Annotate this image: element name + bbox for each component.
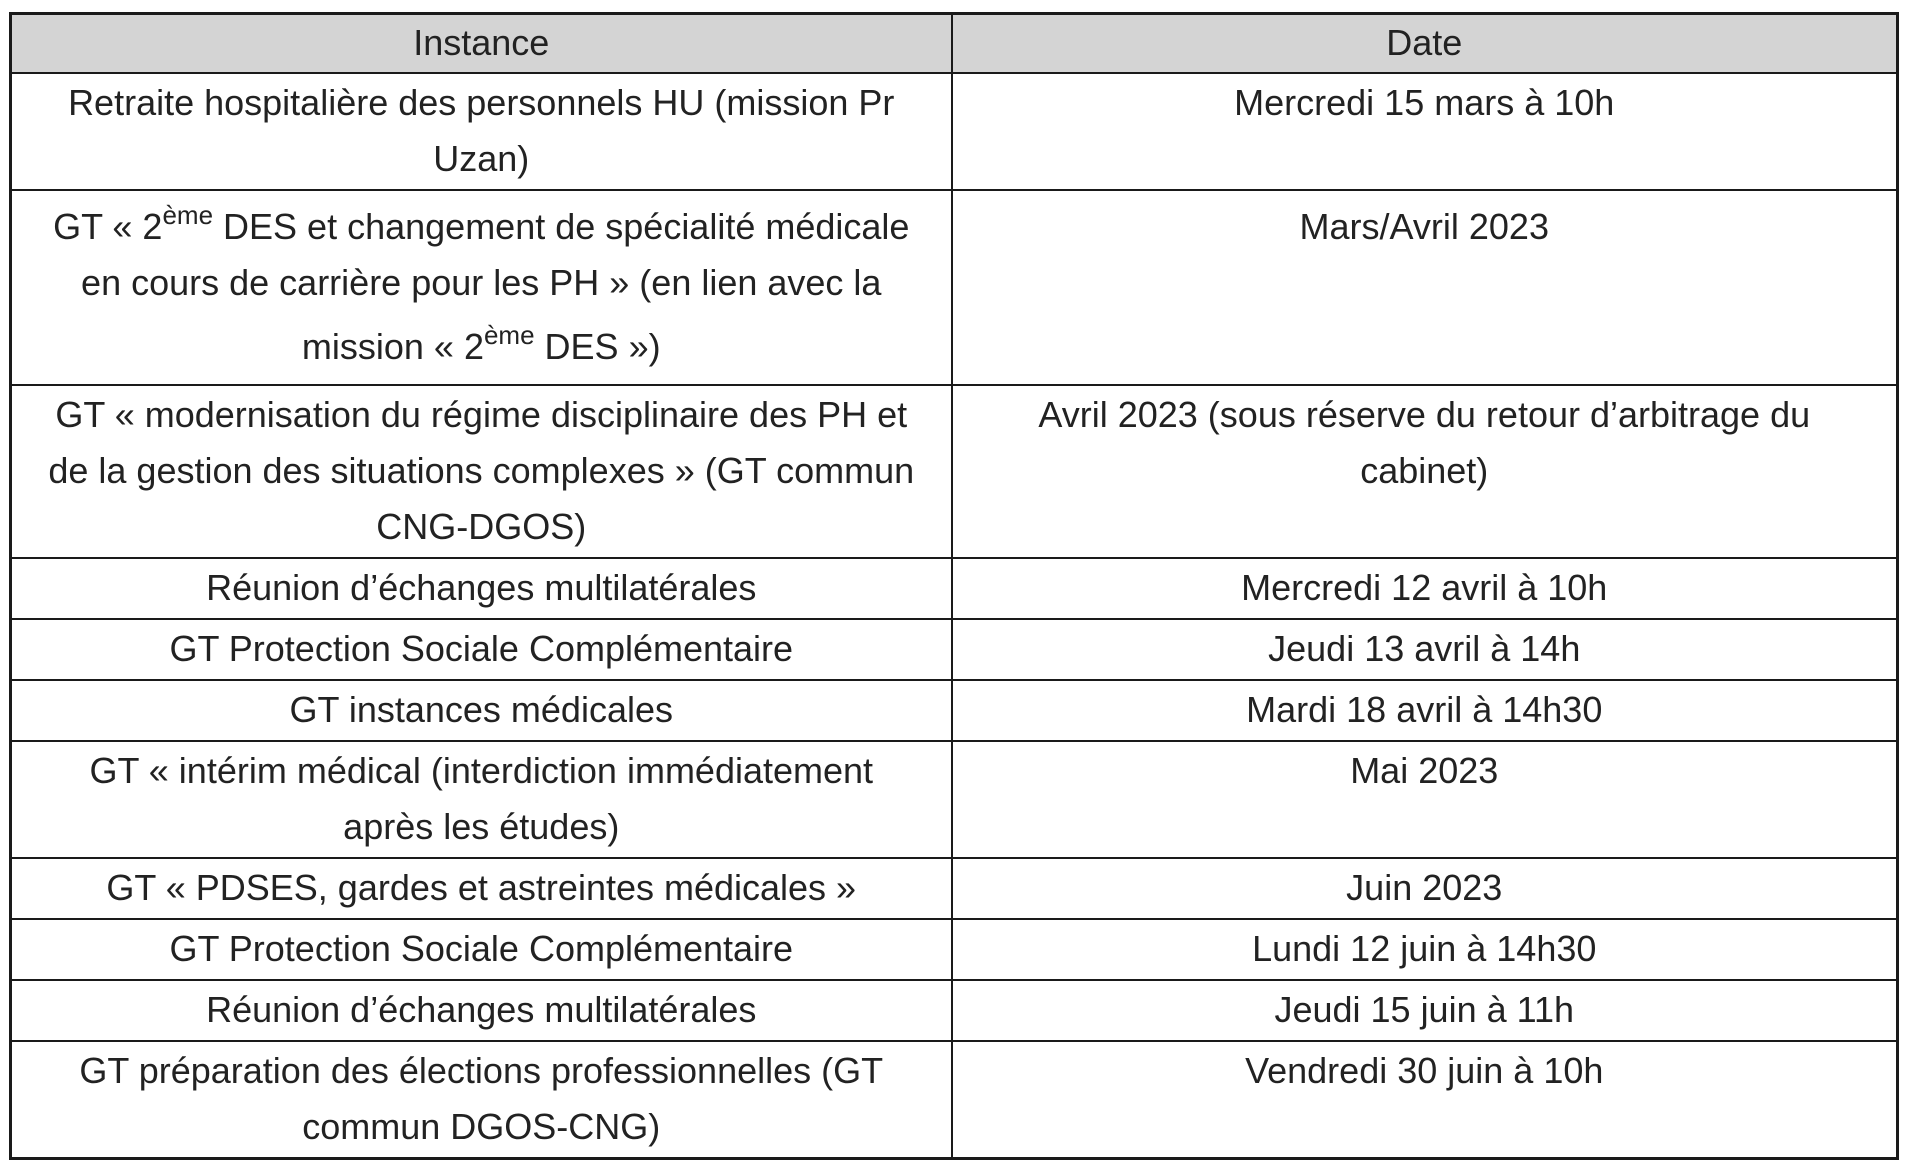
date-text-line: cabinet) xyxy=(1360,450,1489,491)
instance-text-fragment: DES et changement de spécialité médicale xyxy=(213,206,910,247)
instance-text-line: commun DGOS-CNG) xyxy=(302,1106,661,1147)
table-row xyxy=(11,385,1898,558)
table-row xyxy=(11,619,1898,680)
instance-text-line xyxy=(34,319,929,375)
table-row xyxy=(11,73,1898,190)
instance-cell: GT instances médicales xyxy=(11,680,952,741)
table-row xyxy=(11,680,1898,741)
instance-text-fragment: DES ») xyxy=(534,326,661,367)
column-header-instance: Instance xyxy=(11,14,952,74)
table-row xyxy=(11,190,1898,385)
instance-text-fragment: mission « 2 xyxy=(301,326,484,367)
instance-text-line xyxy=(34,199,929,255)
instance-text-line: Uzan) xyxy=(433,138,530,179)
instance-cell xyxy=(11,741,952,858)
table-row xyxy=(11,980,1898,1041)
instance-text-line: en cours de carrière pour les PH » (en lien avec la xyxy=(81,262,882,303)
table-row xyxy=(11,741,1898,858)
date-cell: Mardi 18 avril à 14h30 xyxy=(952,680,1898,741)
instance-text-fragment: GT « 2 xyxy=(53,206,163,247)
instance-text-line: de la gestion des situations complexes » (GT commun xyxy=(48,450,915,491)
date-cell: Mercredi 12 avril à 10h xyxy=(952,558,1898,619)
date-cell: Vendredi 30 juin à 10h xyxy=(952,1041,1898,1159)
table-row xyxy=(11,558,1898,619)
column-header-date: Date xyxy=(952,14,1898,74)
table-row xyxy=(11,919,1898,980)
instance-cell: GT Protection Sociale Complémentaire xyxy=(11,919,952,980)
instance-text-line: Retraite hospitalière des personnels HU (mission Pr xyxy=(68,82,895,123)
table-row xyxy=(11,1041,1898,1159)
schedule-table xyxy=(9,12,1899,1160)
superscript: ème xyxy=(483,320,535,350)
header-row xyxy=(11,14,1898,74)
instance-cell xyxy=(11,73,952,190)
date-text-line: Avril 2023 (sous réserve du retour d’arbitrage du xyxy=(1038,394,1811,435)
date-cell: Mercredi 15 mars à 10h xyxy=(952,73,1898,190)
instance-cell: GT « PDSES, gardes et astreintes médicales » xyxy=(11,858,952,919)
date-cell: Mai 2023 xyxy=(952,741,1898,858)
instance-text-line: GT « intérim médical (interdiction immédiatement xyxy=(89,750,874,791)
instance-text-line: GT préparation des élections professionnelles (GT xyxy=(79,1050,884,1091)
superscript: ème xyxy=(162,200,214,230)
schedule-table-container xyxy=(9,12,1896,1160)
instance-text-line: CNG-DGOS) xyxy=(376,506,587,547)
date-cell: Juin 2023 xyxy=(952,858,1898,919)
instance-text-line: après les études) xyxy=(343,806,620,847)
instance-cell: GT Protection Sociale Complémentaire xyxy=(11,619,952,680)
instance-text-line: GT « modernisation du régime disciplinaire des PH et xyxy=(55,394,908,435)
table-row xyxy=(11,858,1898,919)
instance-cell: Réunion d’échanges multilatérales xyxy=(11,558,952,619)
instance-cell xyxy=(11,1041,952,1159)
date-cell: Jeudi 15 juin à 11h xyxy=(952,980,1898,1041)
instance-cell: Réunion d’échanges multilatérales xyxy=(11,980,952,1041)
instance-cell xyxy=(11,385,952,558)
instance-cell xyxy=(11,190,952,385)
date-cell xyxy=(952,385,1898,558)
date-cell: Lundi 12 juin à 14h30 xyxy=(952,919,1898,980)
date-cell: Jeudi 13 avril à 14h xyxy=(952,619,1898,680)
date-cell: Mars/Avril 2023 xyxy=(952,190,1898,385)
